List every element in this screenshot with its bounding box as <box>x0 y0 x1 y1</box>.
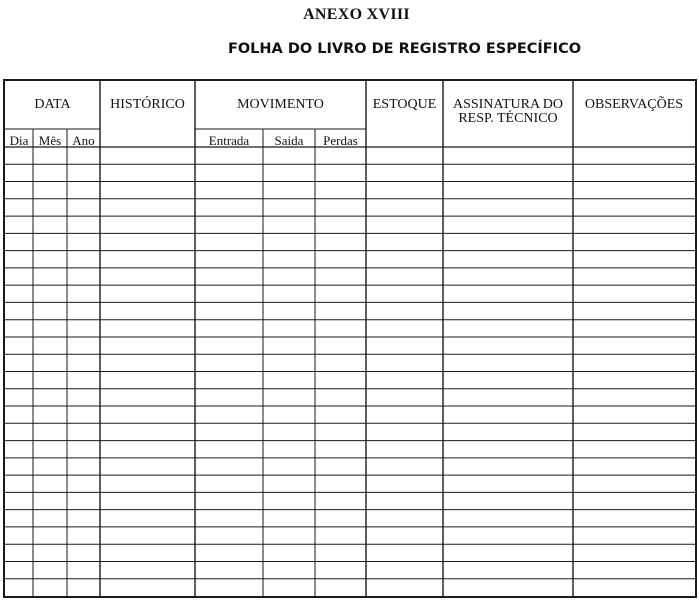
subheader-entrada: Entrada <box>208 133 250 148</box>
table-grid <box>5 81 695 596</box>
header-assinatura-line1: ASSINATURA DO <box>452 97 564 112</box>
header-observacoes: OBSERVAÇÕES <box>584 97 684 112</box>
subheader-mes: Mês <box>38 133 62 148</box>
sheet-title: FOLHA DO LIVRO DE REGISTRO ESPECÍFICO <box>227 41 582 57</box>
header-historico: HISTÓRICO <box>110 97 185 112</box>
header-assinatura <box>443 98 573 126</box>
subheader-perdas: Perdas <box>323 133 358 148</box>
header-movimento: MOVIMENTO <box>237 97 324 112</box>
header-estoque: ESTOQUE <box>372 97 437 112</box>
header-assinatura-line2: RESP. TÉCNICO <box>458 111 558 126</box>
header-data: DATA <box>34 97 71 112</box>
subheader-ano: Ano <box>72 133 95 148</box>
register-table <box>3 79 697 598</box>
subheader-saida: Saida <box>274 133 304 148</box>
annex-title: ANEXO XVIII <box>303 6 410 23</box>
subheader-dia: Dia <box>9 133 29 148</box>
